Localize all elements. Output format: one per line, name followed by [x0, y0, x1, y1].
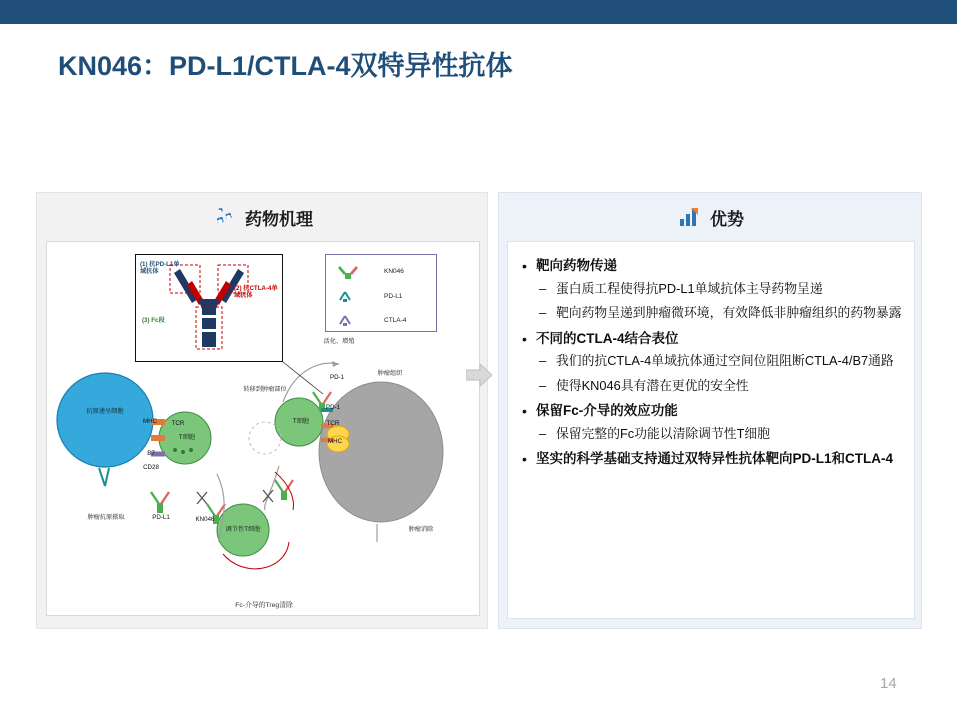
page-number: 14 [880, 675, 897, 692]
sub-bullets [536, 425, 902, 444]
sub-bullet-item: – 保留完整的Fc功能以清除调节性T细胞 [536, 425, 902, 444]
sub-bullets [536, 352, 902, 395]
label-tcr-tumor: TCR [326, 420, 340, 427]
label-migrate-to-tumor: 转移到肿瘤部位 [243, 386, 287, 393]
cell-interaction-drawing [47, 242, 481, 617]
antibody-label-3: (3) Fc段 [142, 317, 165, 324]
bullet-item [518, 401, 902, 443]
mechanism-panel-title: 药物机理 [245, 209, 313, 229]
page-title: KN046：PD-L1/CTLA-4双特异性抗体 [58, 51, 513, 81]
legend-label-ctla4: CTLA-4 [384, 317, 407, 324]
sub-bullet-item: – 蛋白质工程使得抗PD-L1单域抗体主导药物呈递 [536, 280, 902, 299]
sub-bullet-item: – 使得KN046具有潜在更优的安全性 [536, 377, 902, 396]
bullet-item [518, 329, 902, 396]
label-kn046: KN046 [195, 516, 215, 523]
label-pd1-mid: PD-1 [325, 404, 341, 411]
label-pdl1-apc: PD-L1 [152, 514, 170, 521]
legend-label-pdl1: PD-L1 [384, 293, 403, 300]
gears-icon [213, 207, 235, 227]
bullet-item [518, 449, 902, 469]
label-apc: 抗原递呈细胞 [86, 408, 124, 415]
mechanism-panel [36, 192, 488, 629]
mechanism-panel-header [37, 193, 489, 241]
advantages-bullets [518, 256, 902, 469]
label-treg: 调节性T细胞 [225, 526, 261, 533]
advantages-panel-header [499, 193, 923, 241]
label-mhc-tumor: MHC [327, 438, 343, 445]
advantages-panel-title: 优势 [710, 209, 744, 229]
diagram-caption: Fc-介导的Treg清除 [235, 602, 293, 609]
label-pd1-top: PD-1 [329, 374, 345, 381]
bullet-text: 保留Fc-介导的效应功能 [536, 403, 678, 419]
sub-bullet-item: – 我们的抗CTLA-4单域抗体通过空间位阻阻断CTLA-4/B7通路 [536, 352, 902, 371]
sub-bullet-item: – 靶向药物呈递到肿瘤微环境，有效降低非肿瘤组织的药物暴露 [536, 304, 902, 323]
mechanism-diagram [46, 241, 480, 616]
top-accent-bar [0, 0, 957, 24]
bullet-text: 坚实的科学基础支持通过双特异性抗体靶向PD-L1和CTLA-4 [536, 451, 893, 467]
flow-arrow-icon [466, 364, 492, 386]
label-tumor-tissue: 肿瘤组织 [377, 370, 403, 377]
chart-icon [678, 207, 700, 227]
label-tumor-elimination: 肿瘤消除 [408, 526, 434, 533]
legend-label-kn046: KN046 [384, 268, 404, 275]
label-activation-proliferation: 活化、增殖 [323, 338, 355, 345]
label-tcell-left: T细胞 [178, 434, 196, 441]
antibody-label-1: (1) 抗PD-L1单域抗体 [140, 261, 180, 276]
advantages-list [507, 241, 915, 619]
label-mhc-apc: MHC [142, 418, 158, 425]
label-cd28: CD28 [143, 464, 159, 471]
bullet-text: 不同的CTLA-4结合表位 [536, 330, 679, 346]
label-tcr-apc: TCR [171, 420, 185, 427]
bullet-text: 靶向药物传递 [536, 258, 617, 273]
advantages-panel [498, 192, 922, 629]
bullet-item [518, 256, 902, 323]
label-tumor-antigen-uptake: 肿瘤抗原摄取 [87, 514, 125, 521]
sub-bullets [536, 280, 902, 323]
antibody-label-2: (2) 抗CTLA-4单域抗体 [234, 285, 278, 300]
label-tcell-right: T细胞 [292, 418, 310, 425]
label-b7: B7 [147, 450, 155, 457]
